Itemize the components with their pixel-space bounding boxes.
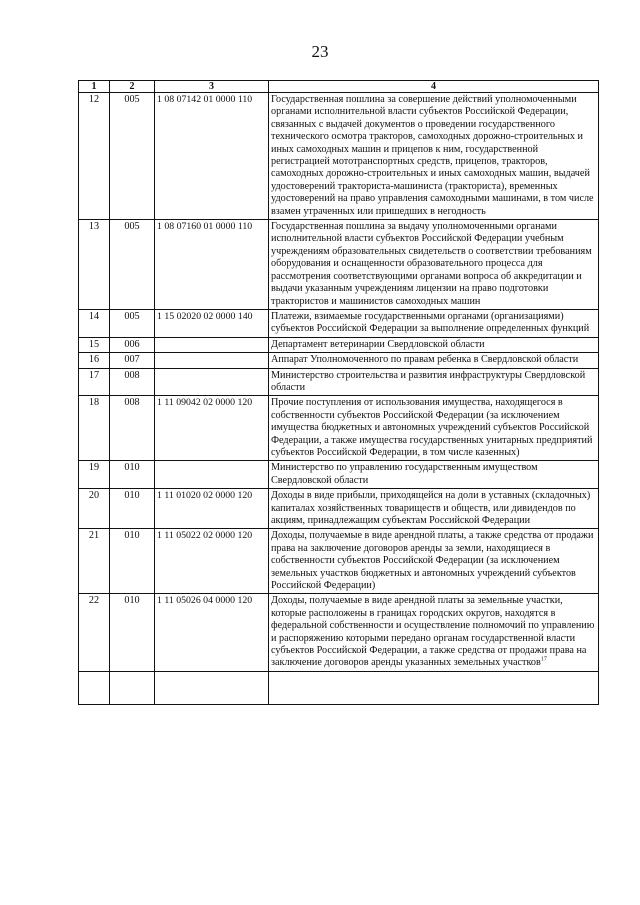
empty-cell — [110, 671, 155, 704]
table-body — [79, 93, 599, 672]
admin-code-cell: 010 — [110, 529, 155, 594]
revenue-code-cell: 1 11 01020 02 0000 120 — [155, 489, 269, 529]
admin-code-cell: 005 — [110, 93, 155, 220]
table-row — [79, 93, 599, 220]
revenue-code-cell — [155, 337, 269, 352]
admin-code-cell: 010 — [110, 489, 155, 529]
row-number-cell: 14 — [79, 309, 110, 337]
revenue-code-cell: 1 11 09042 02 0000 120 — [155, 396, 269, 461]
column-header-4: 4 — [269, 81, 599, 93]
admin-code-cell: 005 — [110, 220, 155, 310]
description-cell: Доходы, получаемые в виде арендной платы, а также средства от продажи права на заключение договоров аренды за земли, находящиеся в собственности субъектов Российской Федерации (за исключением земельных участков бюджетных и автономных учреждений субъектов Российской Федерации) — [269, 529, 599, 594]
admin-code-cell: 010 — [110, 594, 155, 671]
revenue-code-cell — [155, 353, 269, 368]
description-cell: Министерство строительства и развития инфраструктуры Свердловской области — [269, 368, 599, 396]
description-cell: Доходы, получаемые в виде арендной платы за земельные участки, которые расположены в границах городских округов, находятся в федеральной собственности и осуществление полномочий по управлению и распоряжению которыми передано органам государственной власти субъектов Российской Федерации, а также средства от продажи права на заключение договоров аренды указанных земельных участков$^{17}$ — [269, 594, 599, 671]
description-cell: Аппарат Уполномоченного по правам ребенка в Свердловской области — [269, 353, 599, 368]
footnote-mark: 17 — [540, 657, 547, 664]
table-row — [79, 461, 599, 489]
description-cell: Доходы в виде прибыли, приходящейся на доли в уставных (складочных) капиталах хозяйственных товариществ и обществ, или дивидендов по акциям, принадлежащим субъектам Российской Федерации — [269, 489, 599, 529]
description-cell: Прочие поступления от использования имущества, находящегося в собственности субъектов Российской Федерации (за исключением имущества бюджетных и автономных учреждений субъектов Российской Федерации, а также имущества государственных унитарных предприятий субъектов Российской Федерации, в том числе казенных) — [269, 396, 599, 461]
table-row — [79, 396, 599, 461]
column-header-1: 1 — [79, 81, 110, 93]
revenue-code-cell: 1 08 07142 01 0000 110 — [155, 93, 269, 220]
revenue-codes-table — [78, 80, 599, 705]
empty-cell — [155, 671, 269, 704]
row-number-cell: 18 — [79, 396, 110, 461]
admin-code-cell: 008 — [110, 396, 155, 461]
description-cell: Департамент ветеринарии Свердловской области — [269, 337, 599, 352]
revenue-code-cell: 1 11 05026 04 0000 120 — [155, 594, 269, 671]
empty-cell — [269, 671, 599, 704]
revenue-code-cell: 1 15 02020 02 0000 140 — [155, 309, 269, 337]
row-number-cell: 22 — [79, 594, 110, 671]
table-row — [79, 529, 599, 594]
empty-cell — [79, 671, 110, 704]
table-row — [79, 594, 599, 671]
admin-code-cell: 008 — [110, 368, 155, 396]
admin-code-cell: 007 — [110, 353, 155, 368]
column-header-3: 3 — [155, 81, 269, 93]
description-cell: Министерство по управлению государственным имуществом Свердловской области — [269, 461, 599, 489]
description-cell: Государственная пошлина за выдачу уполномоченными органами исполнительной власти субъектов Российской Федерации учебным учреждениям образовательных свидетельств о соответствии требованиям оборудования и оснащенности образовательного процесса для рассмотрения соответствующими органами вопроса об аккредитации и выдачи указанным учреждениям лицензии на право подготовки трактористов и машинистов самоходных машин — [269, 220, 599, 310]
revenue-code-cell — [155, 461, 269, 489]
row-number-cell: 19 — [79, 461, 110, 489]
row-number-cell: 13 — [79, 220, 110, 310]
row-number-cell: 21 — [79, 529, 110, 594]
admin-code-cell: 005 — [110, 309, 155, 337]
row-number-cell: 15 — [79, 337, 110, 352]
table-row — [79, 353, 599, 368]
table-header-row — [79, 81, 599, 93]
table-row — [79, 368, 599, 396]
description-cell: Государственная пошлина за совершение действий уполномоченными органами исполнительной власти субъектов Российской Федерации, связанных с выдачей документов о проведении государственного технического осмотра тракторов, самоходных дорожно-строительных и иных самоходных машин и прицепов к ним, государственной регистрацией мототранспортных средств, прицепов, тракторов, самоходных дорожно-строительных и иных самоходных машин, выдачей удостоверений тракториста-машиниста (тракториста), временных удостоверений на право управления самоходными машинами, в том числе взамен утраченных или пришедших в негодность — [269, 93, 599, 220]
table-row — [79, 337, 599, 352]
revenue-code-cell: 1 08 07160 01 0000 110 — [155, 220, 269, 310]
row-number-cell: 17 — [79, 368, 110, 396]
table-row — [79, 220, 599, 310]
row-number-cell: 16 — [79, 353, 110, 368]
column-header-2: 2 — [110, 81, 155, 93]
admin-code-cell: 010 — [110, 461, 155, 489]
admin-code-cell: 006 — [110, 337, 155, 352]
row-number-cell: 20 — [79, 489, 110, 529]
row-number-cell: 12 — [79, 93, 110, 220]
description-cell: Платежи, взимаемые государственными органами (организациями) субъектов Российской Федерации за выполнение определенных функций — [269, 309, 599, 337]
revenue-code-cell — [155, 368, 269, 396]
revenue-code-cell: 1 11 05022 02 0000 120 — [155, 529, 269, 594]
table-row — [79, 309, 599, 337]
table-row — [79, 489, 599, 529]
page-number: 23 — [311, 42, 329, 61]
empty-table-row — [79, 671, 599, 704]
